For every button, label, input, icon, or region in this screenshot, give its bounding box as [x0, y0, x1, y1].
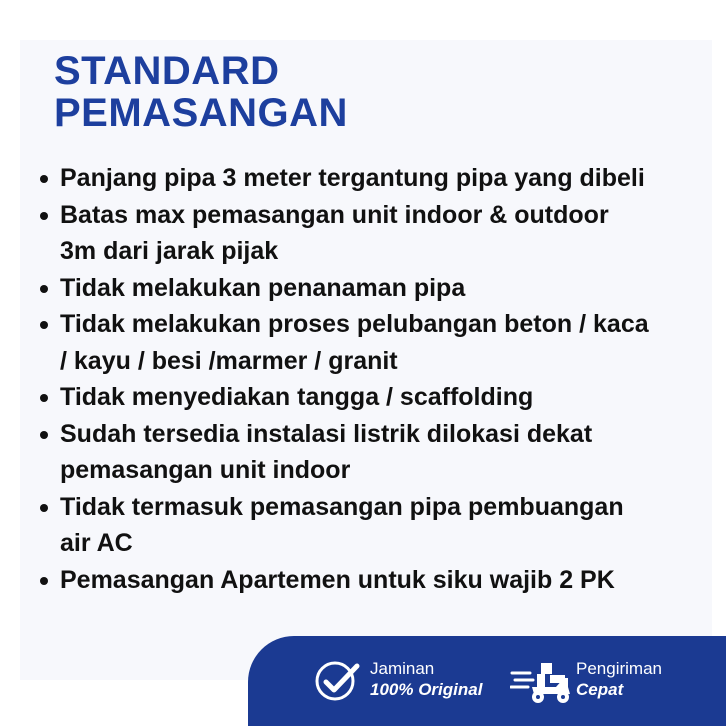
bullet-icon: [40, 175, 48, 183]
rule-line: Tidak menyediakan tangga / scaffolding: [60, 383, 534, 411]
rule-item: [40, 197, 710, 270]
bullet-icon: [40, 394, 48, 402]
shipping-value: Cepat: [576, 680, 624, 699]
delivery-scooter-icon: [510, 656, 576, 706]
bullet-icon: [40, 504, 48, 512]
bullet-icon: [40, 577, 48, 585]
rule-item: [40, 270, 710, 307]
guarantee-text: [370, 659, 482, 700]
bullet-icon: [40, 431, 48, 439]
rule-item: [40, 416, 710, 489]
rule-line: Panjang pipa 3 meter tergantung pipa yang dibeli: [60, 164, 645, 192]
rule-line: Tidak melakukan penanaman pipa: [60, 273, 466, 302]
checkmark-badge-icon: [314, 656, 368, 706]
bullet-icon: [40, 285, 48, 293]
rule-line: Tidak melakukan proses pelubangan beton / kaca: [60, 310, 649, 338]
guarantee-value: 100% Original: [370, 680, 483, 699]
title-line-2: PEMASANGAN: [54, 91, 348, 135]
rule-item: [40, 160, 710, 197]
rule-item: [40, 562, 710, 599]
installation-rules-list: [40, 160, 710, 598]
rule-line: pemasangan unit indoor: [60, 456, 351, 484]
rule-line: Batas max pemasangan unit indoor & outdoor: [60, 200, 609, 229]
rule-line: 3m dari jarak pijak: [60, 237, 279, 265]
shipping-text: [576, 659, 662, 700]
rule-line: Pemasangan Apartemen untuk siku wajib 2 PK: [60, 565, 615, 594]
bullet-icon: [40, 212, 48, 220]
guarantee-banner: [248, 636, 726, 726]
rule-item: [40, 379, 710, 416]
page-title: [54, 50, 348, 134]
guarantee-label: Jaminan: [370, 659, 435, 678]
rule-item: [40, 489, 710, 562]
rule-item: [40, 306, 710, 379]
rule-line: Tidak termasuk pemasangan pipa pembuangan: [60, 492, 624, 521]
rule-line: air AC: [60, 529, 133, 557]
rule-line: Sudah tersedia instalasi listrik dilokasi dekat: [60, 419, 593, 448]
bullet-icon: [40, 321, 48, 329]
rule-line: / kayu / besi /marmer / granit: [60, 346, 398, 375]
title-line-1: STANDARD: [54, 49, 280, 93]
shipping-label: Pengiriman: [576, 659, 662, 678]
